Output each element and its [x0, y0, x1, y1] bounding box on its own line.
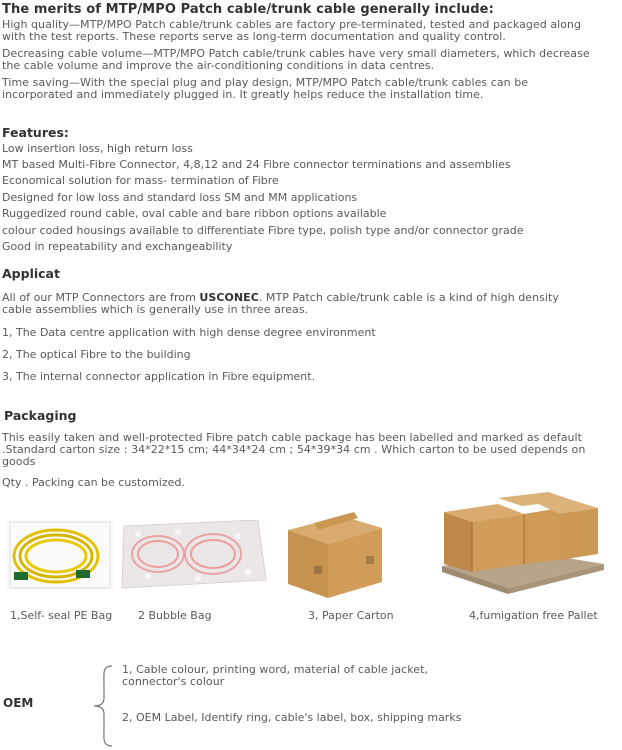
applicat-intro-line2: cable assemblies which is generally use in three areas. — [2, 303, 309, 316]
brand-usconec: USCONEC — [199, 291, 259, 304]
packaging-title: Packaging — [4, 408, 77, 423]
caption-paper-carton: 3, Paper Carton — [308, 609, 394, 622]
oem-brace — [92, 664, 114, 748]
caption-pallet: 4,fumigation free Pallet — [469, 609, 598, 622]
bubble-bag-image — [118, 520, 268, 590]
oem-label: OEM — [3, 696, 34, 710]
pallet-image — [438, 492, 608, 594]
caption-pe-bag: 1,Self- seal PE Bag — [10, 609, 113, 622]
oem-item-1-line1: 1, Cable colour, printing word, material of cable jacket, — [122, 663, 428, 676]
oem-item-2: 2, OEM Label, Identify ring, cable's label, box, shipping marks — [122, 711, 462, 724]
feature-item: Economical solution for mass- termination of Fibre — [2, 174, 279, 187]
pe-bag-image — [6, 520, 114, 590]
feature-item: Low insertion loss, high return loss — [2, 142, 193, 155]
caption-bubble-bag: 2 Bubble Bag — [138, 609, 212, 622]
merits-line: Time saving—With the special plug and play design, MTP/MPO Patch cable/trunk cables can be — [2, 76, 529, 89]
paper-carton-image — [284, 508, 386, 600]
feature-item: colour coded housings available to differentiate Fibre type, polish type and/or connector grade — [2, 224, 524, 237]
features-title: Features: — [2, 125, 69, 140]
applicat-intro-pre: All of our MTP Connectors are from — [2, 291, 200, 304]
packaging-line: goods — [2, 455, 36, 468]
feature-item: Designed for low loss and standard loss SM and MM applications — [2, 191, 358, 204]
merits-line: the cable volume and improve the air-conditioning conditions in data centres. — [2, 59, 435, 72]
packaging-line: This easily taken and well-protected Fibre patch cable package has been labelled and marked as default — [2, 431, 583, 444]
packaging-qty: Qty . Packing can be customized. — [2, 476, 185, 489]
merits-line: with the test reports. These reports serve as long-term documentation and quality control. — [2, 30, 506, 43]
merits-line: High quality—MTP/MPO Patch cable/trunk cables are factory pre-terminated, tested and packaged along — [2, 18, 582, 31]
applicat-item: 3, The internal connector application in Fibre equipment. — [2, 370, 316, 383]
applicat-intro-post: . MTP Patch cable/trunk cable is a kind of high density — [258, 291, 559, 304]
feature-item: Ruggedized round cable, oval cable and bare ribbon options available — [2, 207, 387, 220]
merits-line: incorporated and immediately plugged in. It greatly helps reduce the installation time. — [2, 88, 484, 101]
applicat-title: Applicat — [2, 266, 60, 281]
feature-item: MT based Multi-Fibre Connector, 4,8,12 and 24 Fibre connector terminations and assemblies — [2, 158, 511, 171]
packaging-line: .Standard carton size : 34*22*15 cm; 44*34*24 cm ; 54*39*34 cm . Which carton to be used depends on — [2, 443, 586, 456]
oem-item-1-line2: connector's colour — [122, 675, 225, 688]
applicat-item: 2, The optical Fibre to the building — [2, 348, 191, 361]
merits-line: Decreasing cable volume—MTP/MPO Patch cable/trunk cables have very small diameters, which decrease — [2, 47, 590, 60]
applicat-item: 1, The Data centre application with high dense degree environment — [2, 326, 376, 339]
feature-item: Good in repeatability and exchangeability — [2, 240, 233, 253]
merits-title: The merits of MTP/MPO Patch cable/trunk cable generally include: — [2, 2, 494, 17]
applicat-intro — [2, 292, 559, 303]
